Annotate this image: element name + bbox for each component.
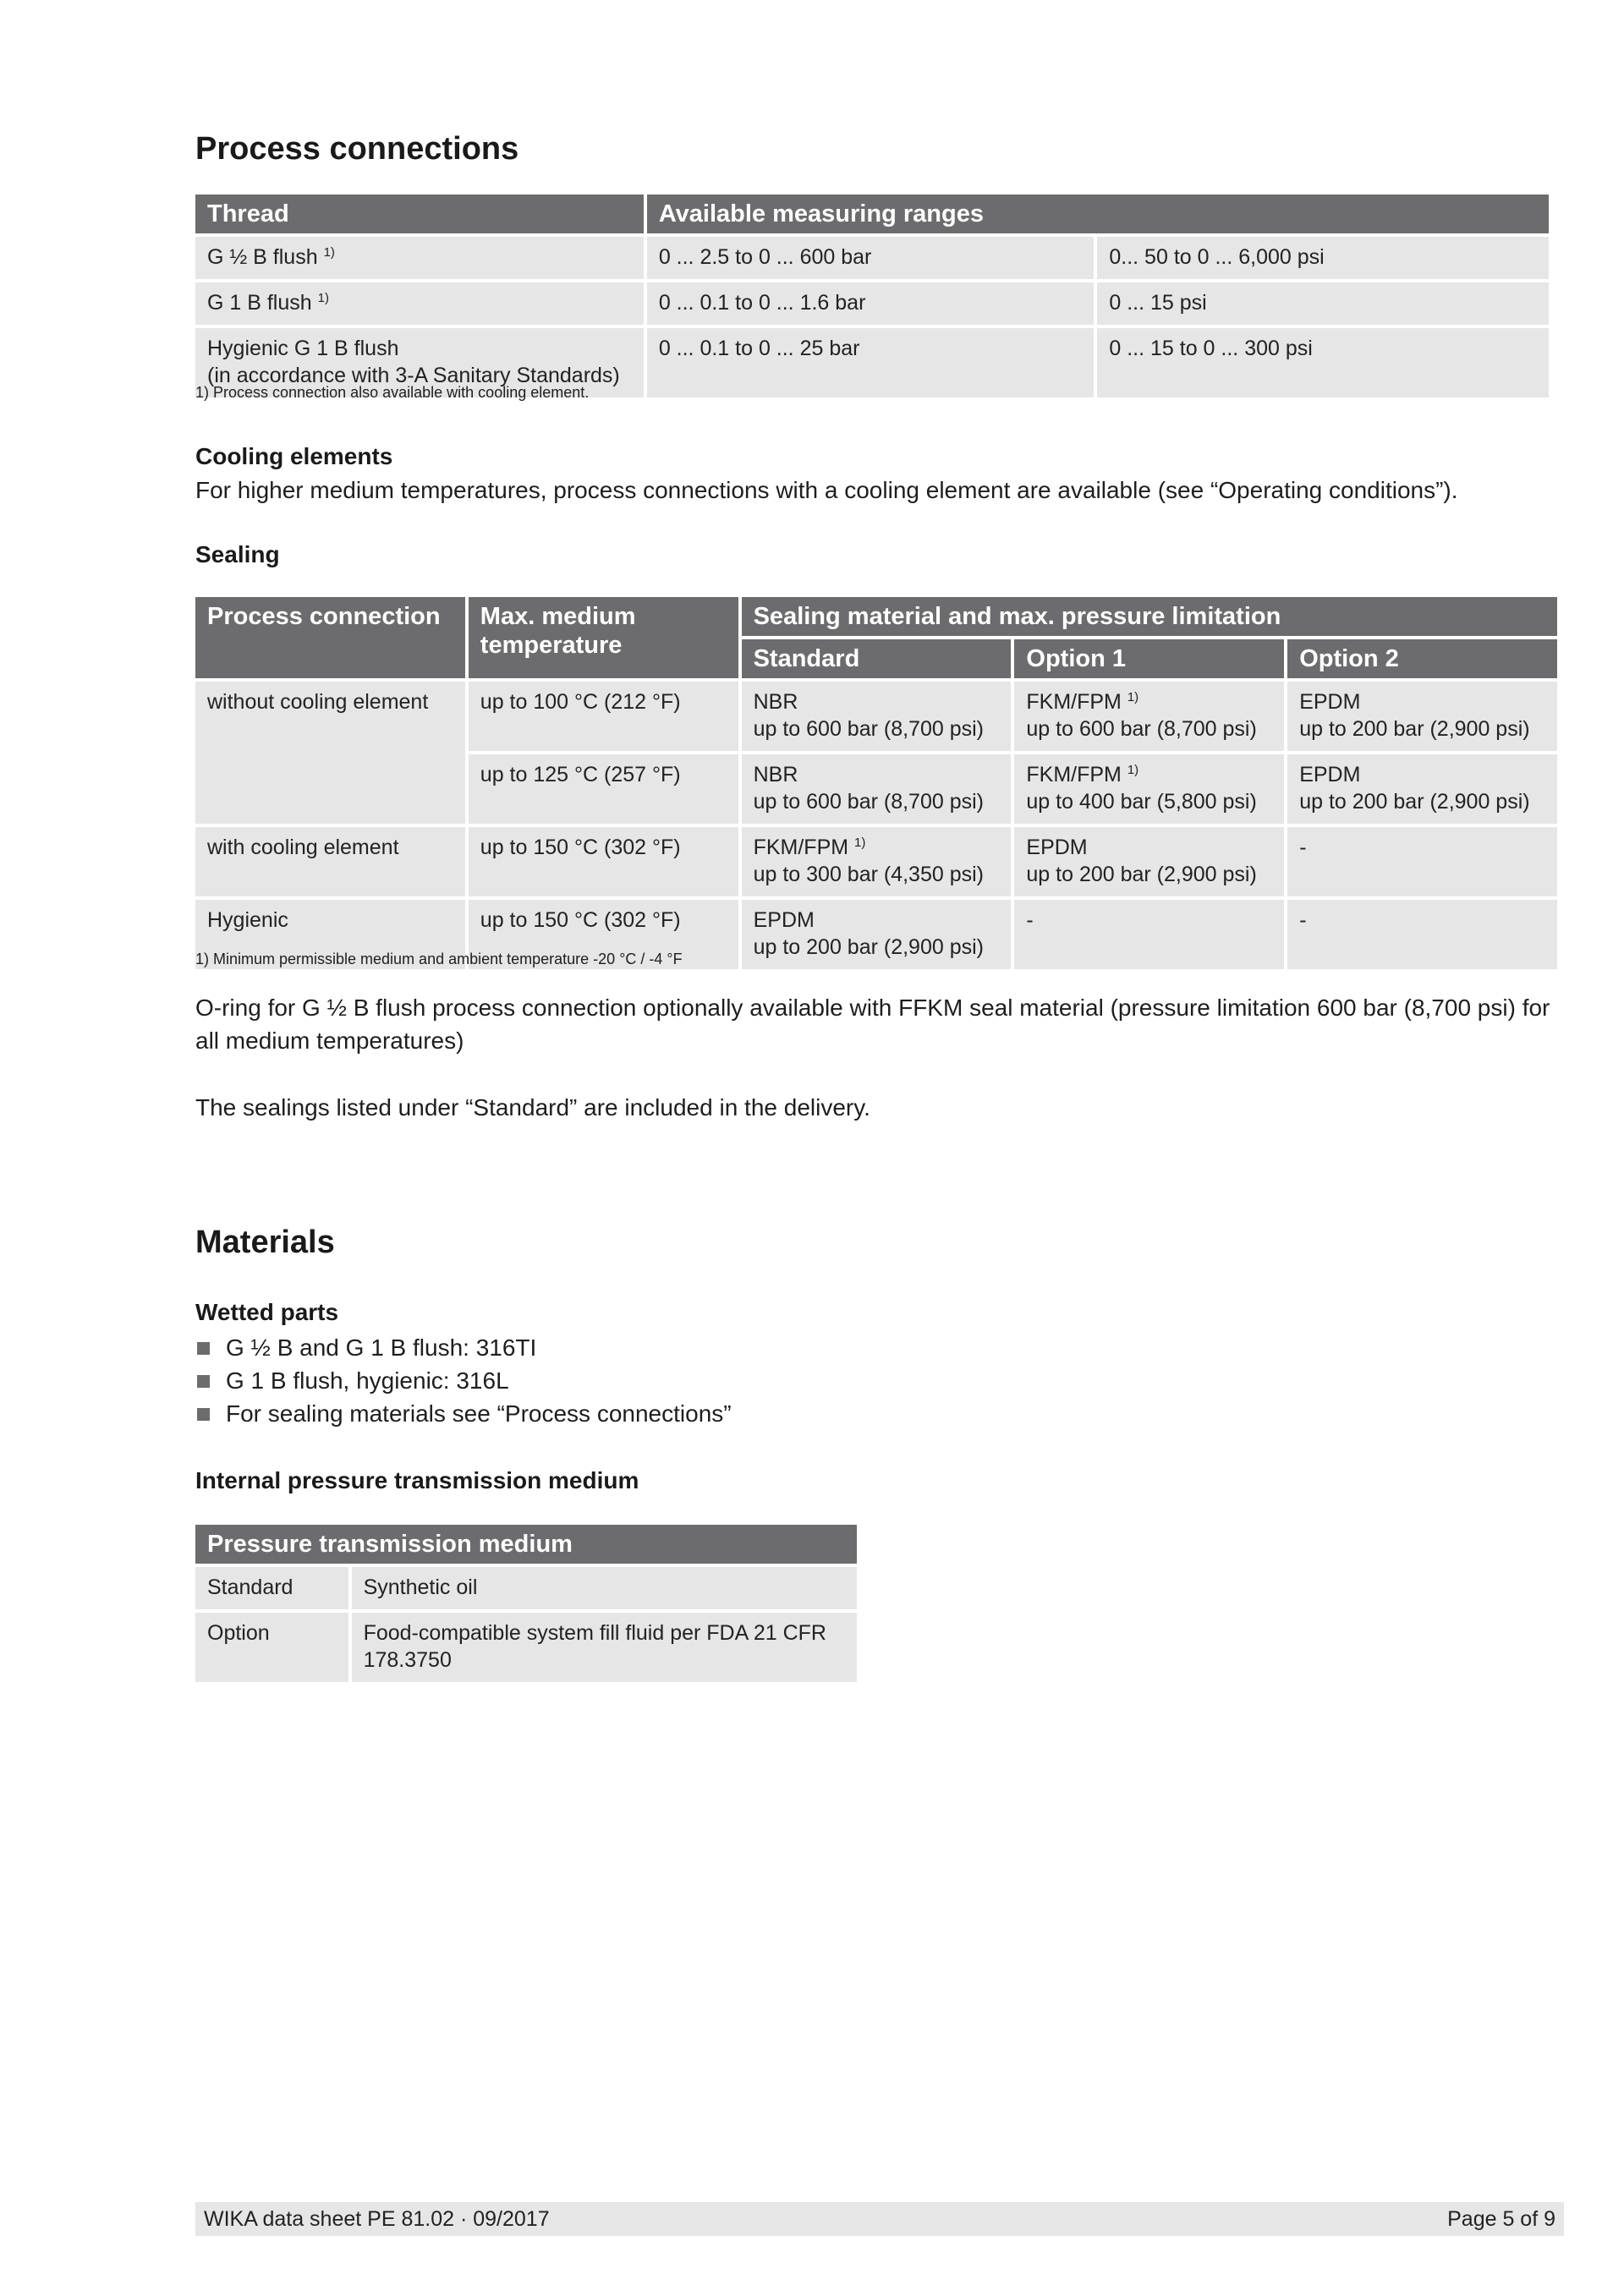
standard-cell: EPDM up to 200 bar (2,900 psi): [742, 900, 1012, 969]
range-psi-cell: 0 ... 15 to 0 ... 300 psi: [1097, 328, 1549, 397]
option-2-cell: -: [1287, 900, 1557, 969]
header-process-connection: Process connection: [195, 597, 465, 678]
option-2-cell: -: [1287, 827, 1557, 896]
header-pressure-transmission-medium: Pressure transmission medium: [195, 1525, 857, 1564]
list-item: G 1 B flush, hygienic: 316L: [195, 1364, 732, 1397]
ffkm-note: O-ring for G ½ B flush process connection optionally available with FFKM seal material (pressure limitation 600 bar (8,700 psi) for all medium temperatures): [195, 995, 1550, 1054]
process-connections-footnote: 1) Process connection also available with cooling element.: [195, 384, 590, 401]
table-row: [195, 237, 1549, 279]
sealing-footnote: 1) Minimum permissible medium and ambient temperature -20 °C / -4 °F: [195, 951, 683, 967]
bullet-square-icon: [197, 1408, 210, 1421]
standard-cell: FKM/FPM $^{1)}$ up to 300 bar (4,350 psi): [742, 827, 1012, 896]
header-option-1: Option 1: [1014, 639, 1284, 678]
option-1-cell: FKM/FPM $^{1)}$ up to 600 bar (8,700 psi): [1014, 682, 1284, 751]
header-measuring-ranges: Available measuring ranges: [647, 195, 1549, 233]
medium-value-cell: Synthetic oil: [352, 1567, 857, 1609]
header-max-medium-temperature: Max. medium temperature: [469, 597, 738, 678]
thread-cell: G 1 B flush $^{1)}$: [195, 282, 644, 325]
medium-label-cell: Standard: [195, 1567, 348, 1609]
option-1-cell: -: [1014, 900, 1284, 969]
range-bar-cell: 0 ... 2.5 to 0 ... 600 bar: [647, 237, 1095, 279]
list-item: For sealing materials see “Process connections”: [195, 1397, 732, 1430]
cooling-elements-heading: Cooling elements: [195, 443, 393, 469]
materials-heading: Materials: [195, 1225, 335, 1260]
temperature-cell: up to 150 °C (302 °F): [469, 900, 738, 969]
option-1-cell: FKM/FPM $^{1)}$ up to 400 bar (5,800 psi): [1014, 754, 1284, 824]
option-1-cell: EPDM up to 200 bar (2,900 psi): [1014, 827, 1284, 896]
sealing-heading: Sealing: [195, 541, 280, 567]
page-footer: [195, 2202, 1564, 2236]
pressure-transmission-table: [192, 1521, 860, 1685]
option-2-cell: EPDM up to 200 bar (2,900 psi): [1287, 754, 1557, 824]
sealing-table: [192, 594, 1561, 973]
thread-cell: G ½ B flush $^{1)}$: [195, 237, 644, 279]
cooling-elements-text: For higher medium temperatures, process connections with a cooling element are available (see “Operating conditions”).: [195, 477, 1458, 503]
range-psi-cell: 0... 50 to 0 ... 6,000 psi: [1097, 237, 1549, 279]
header-thread: Thread: [195, 195, 644, 233]
footer-datasheet-label: WIKA data sheet PE 81.02 · 09/2017: [204, 2206, 550, 2231]
footer-page-number: Page 5 of 9: [1447, 2206, 1555, 2231]
bullet-square-icon: [197, 1375, 210, 1388]
connection-cell: without cooling element: [195, 682, 465, 824]
connection-cell: Hygienic: [195, 900, 465, 969]
internal-medium-heading: Internal pressure transmission medium: [195, 1467, 639, 1493]
standard-cell: NBR up to 600 bar (8,700 psi): [742, 682, 1012, 751]
thread-cell: Hygienic G 1 B flush (in accordance with 3-A Sanitary Standards): [195, 328, 644, 397]
connection-cell: with cooling element: [195, 827, 465, 896]
table-row: [195, 827, 1557, 896]
standard-cell: NBR up to 600 bar (8,700 psi): [742, 754, 1012, 824]
medium-value-cell: Food-compatible system fill fluid per FDA 21 CFR 178.3750: [352, 1613, 857, 1682]
table-row: [195, 1567, 857, 1609]
wetted-parts-heading: Wetted parts: [195, 1299, 339, 1325]
process-connections-table: [192, 191, 1552, 401]
process-connections-heading: Process connections: [195, 131, 519, 167]
table-row: [195, 682, 1557, 751]
header-sealing-material: Sealing material and max. pressure limitation: [742, 597, 1557, 636]
wetted-parts-list: [195, 1331, 732, 1430]
temperature-cell: up to 125 °C (257 °F): [469, 754, 738, 824]
list-item: G ½ B and G 1 B flush: 316TI: [195, 1331, 732, 1364]
header-option-2: Option 2: [1287, 639, 1557, 678]
standard-delivery-note: The sealings listed under “Standard” are included in the delivery.: [195, 1094, 870, 1121]
range-bar-cell: 0 ... 0.1 to 0 ... 25 bar: [647, 328, 1095, 397]
temperature-cell: up to 100 °C (212 °F): [469, 682, 738, 751]
table-row: [195, 282, 1549, 325]
temperature-cell: up to 150 °C (302 °F): [469, 827, 738, 896]
bullet-square-icon: [197, 1342, 210, 1355]
range-psi-cell: 0 ... 15 psi: [1097, 282, 1549, 325]
header-standard: Standard: [742, 639, 1012, 678]
range-bar-cell: 0 ... 0.1 to 0 ... 1.6 bar: [647, 282, 1095, 325]
table-row: [195, 1613, 857, 1682]
option-2-cell: EPDM up to 200 bar (2,900 psi): [1287, 682, 1557, 751]
medium-label-cell: Option: [195, 1613, 348, 1682]
